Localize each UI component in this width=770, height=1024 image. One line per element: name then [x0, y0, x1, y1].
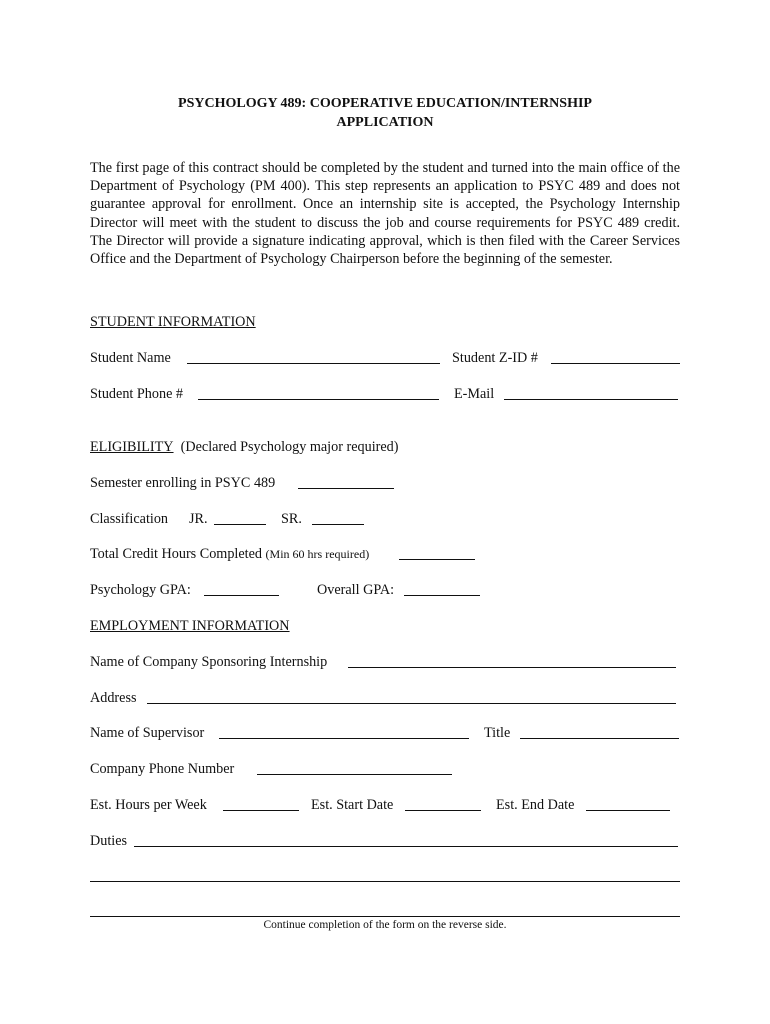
company-label: Name of Company Sponsoring Internship — [90, 654, 328, 670]
end-date-field[interactable] — [586, 810, 670, 811]
footer-note: Continue completion of the form on the reverse side. — [263, 919, 507, 931]
overall-gpa-field[interactable] — [404, 595, 480, 596]
supervisor-label: Name of Supervisor — [90, 725, 205, 741]
student-zid-label: Student Z-ID # — [452, 350, 538, 366]
supervisor-title-label: Title — [484, 725, 511, 741]
credit-hours-field[interactable] — [399, 559, 475, 560]
address-label: Address — [90, 690, 137, 706]
credit-hours-label: Total Credit Hours Completed — [90, 546, 262, 562]
credit-hours-row — [90, 545, 369, 563]
email-label: E-Mail — [454, 386, 495, 402]
sr-field[interactable] — [312, 524, 364, 525]
eligibility-note: (Declared Psychology major required) — [180, 439, 399, 455]
student-phone-field[interactable] — [198, 399, 439, 400]
supervisor-field[interactable] — [219, 738, 469, 739]
end-date-label: Est. End Date — [496, 797, 575, 813]
form-title-line1: PSYCHOLOGY 489: COOPERATIVE EDUCATION/INTERNSHIP — [178, 96, 592, 111]
eligibility-row — [90, 438, 398, 456]
start-date-field[interactable] — [405, 810, 481, 811]
duties-label: Duties — [90, 833, 128, 849]
duties-field-line3[interactable] — [90, 916, 680, 917]
semester-field[interactable] — [298, 488, 394, 489]
duties-field-line2[interactable] — [90, 881, 680, 882]
form-title-line2: APPLICATION — [336, 115, 434, 130]
company-field[interactable] — [348, 667, 676, 668]
jr-field[interactable] — [214, 524, 266, 525]
student-phone-label: Student Phone # — [90, 386, 184, 402]
intro-paragraph: The first page of this contract should be completed by the student and turned into the main office of the Department of Psychology (PM 400). This step represents an application to PSYC 489 and does not guarantee approval for enrollment. Once an internship site is accepted, the Psychology Internship Director will meet with the student to discuss the job and course requirements for PSYC 489 credit. The Director will provide a signature indicating approval, which is then filed with the Career Services Office and the Department of Psychology Chairperson before the beginning of the semester. — [90, 160, 680, 268]
email-field[interactable] — [504, 399, 678, 400]
employment-heading: EMPLOYMENT INFORMATION — [90, 618, 290, 634]
student-name-label: Student Name — [90, 350, 171, 366]
psych-gpa-label: Psychology GPA: — [90, 582, 191, 598]
hours-field[interactable] — [223, 810, 299, 811]
form-title — [90, 94, 680, 132]
overall-gpa-label: Overall GPA: — [317, 582, 395, 598]
credit-hours-note: (Min 60 hrs required) — [265, 547, 370, 561]
address-field[interactable] — [147, 703, 676, 704]
company-phone-label: Company Phone Number — [90, 761, 235, 777]
student-name-field[interactable] — [187, 363, 440, 364]
student-info-heading: STUDENT INFORMATION — [90, 314, 256, 330]
jr-label: JR. — [189, 511, 208, 527]
sr-label: SR. — [281, 511, 302, 527]
company-phone-field[interactable] — [257, 774, 452, 775]
student-zid-field[interactable] — [551, 363, 680, 364]
semester-label: Semester enrolling in PSYC 489 — [90, 475, 276, 491]
psych-gpa-field[interactable] — [204, 595, 279, 596]
supervisor-title-field[interactable] — [520, 738, 679, 739]
duties-field-line1[interactable] — [134, 846, 678, 847]
eligibility-heading: ELIGIBILITY — [90, 439, 174, 455]
hours-label: Est. Hours per Week — [90, 797, 207, 813]
classification-label: Classification — [90, 511, 169, 527]
start-date-label: Est. Start Date — [311, 797, 394, 813]
